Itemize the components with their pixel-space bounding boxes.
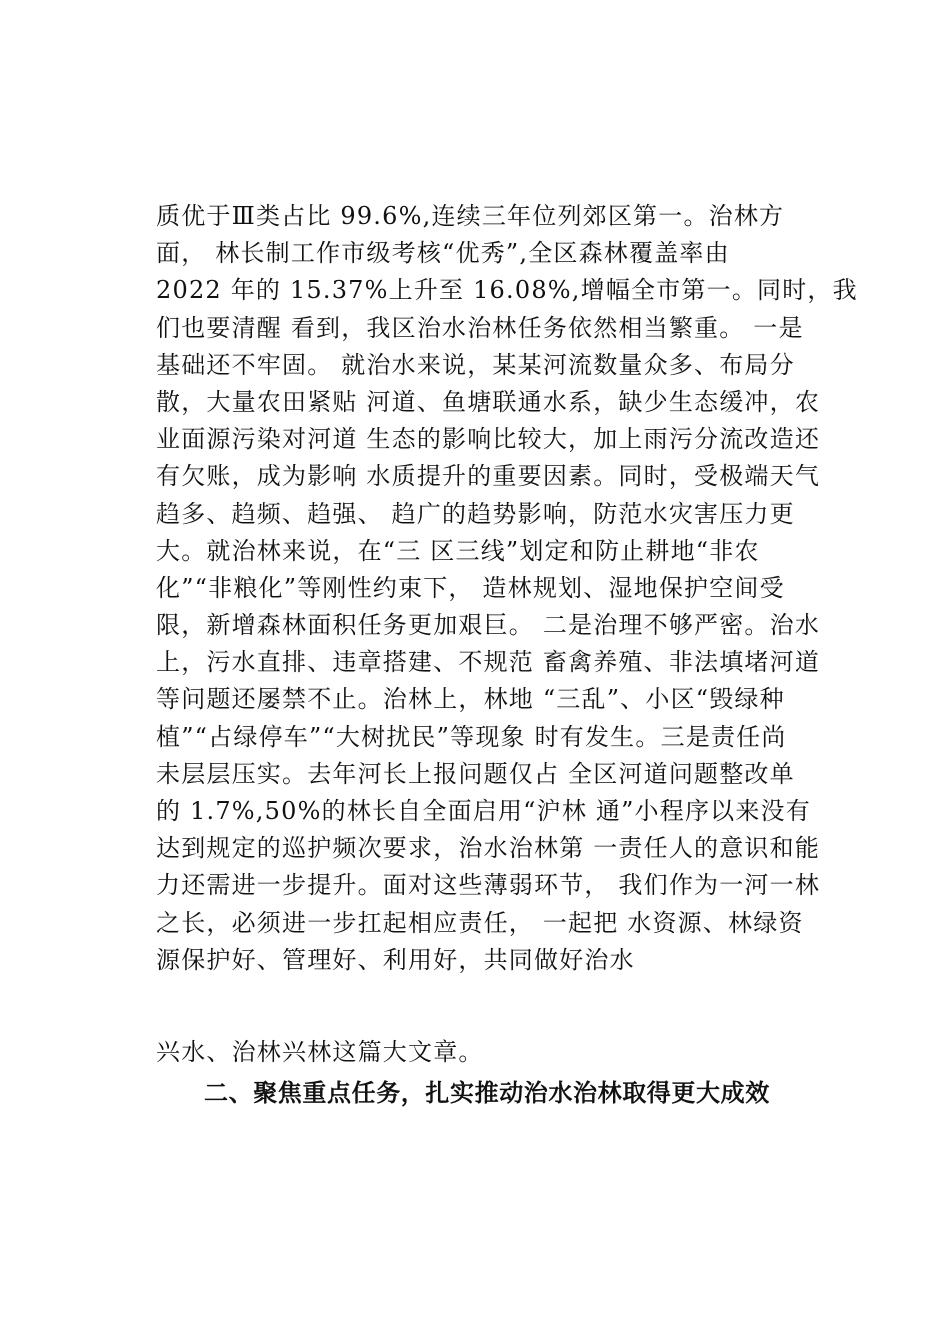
text-line: 等问题还屡禁不止。治林上，林地 “三乱”、小区“毁绿种 — [156, 685, 785, 714]
text-line: 未层层压实。去年河长上报问题仅占 全区河道问题整改单 — [156, 759, 795, 788]
text-line: 散，大量农田紧贴 河道、鱼塘联通水系，缺少生态缓冲，农 — [156, 387, 821, 416]
text-line: 面， 林长制工作市级考核“优秀”,全区森林覆盖率由 — [156, 239, 730, 268]
text-line: 上，污水直排、违章搭建、不规范 畜禽养殖、非法填堵河道 — [156, 648, 821, 677]
text-line: 限，新增森林面积任务更加艰巨。 二是治理不够严密。治水 — [156, 611, 821, 640]
text-line: 趋多、趋频、趋强、 趋广的趋势影响，防范水灾害压力更 — [156, 499, 795, 528]
text-line: 力还需进一步提升。面对这些薄弱环节， 我们作为一河一林 — [156, 871, 821, 900]
body-paragraph — [156, 198, 858, 979]
text-line: 源保护好、管理好、利用好，共同做好治水 — [156, 945, 635, 974]
text-line: 们也要清醒 看到，我区治水治林任务依然相当繁重。 一是 — [156, 313, 804, 342]
text-line: 大。就治林来说，在“三 区三线”划定和防止耕地“非农 — [156, 536, 760, 565]
text-line: 达到规定的巡护频次要求，治水治林第 一责任人的意识和能 — [156, 834, 821, 863]
text-line: 2022 年的 15.37%上升至 16.08%,增幅全市第一。同时，我 — [156, 276, 858, 305]
text-line: 化”“非粮化”等刚性约束下， 造林规划、湿地保护空间受 — [156, 573, 785, 602]
text-line: 的 1.7%,50%的林长自全面启用“沪林 通”小程序以来没有 — [156, 797, 811, 825]
paragraph-tail-line: 兴水、治林兴林这篇大文章。 — [156, 1038, 484, 1066]
text-line: 基础还不牢固。 就治水来说，某某河流数量众多、布局分 — [156, 350, 795, 379]
section-heading: 二、聚焦重点任务，扎实推动治水治林取得更大成效 — [204, 1079, 770, 1107]
text-line: 业面源污染对河道 生态的影响比较大，加上雨污分流改造还 — [156, 425, 821, 454]
text-line: 有欠账，成为影响 水质提升的重要因素。同时，受极端天气 — [156, 462, 821, 491]
text-line: 质优于Ⅲ类占比 99.6%,连续三年位列郊区第一。治林方 — [156, 202, 785, 230]
text-line: 植”“占绿停车”“大树扰民”等现象 时有发生。三是责任尚 — [156, 722, 787, 751]
text-line: 之长，必须进一步扛起相应责任， 一起把 水资源、林绿资 — [156, 908, 804, 937]
